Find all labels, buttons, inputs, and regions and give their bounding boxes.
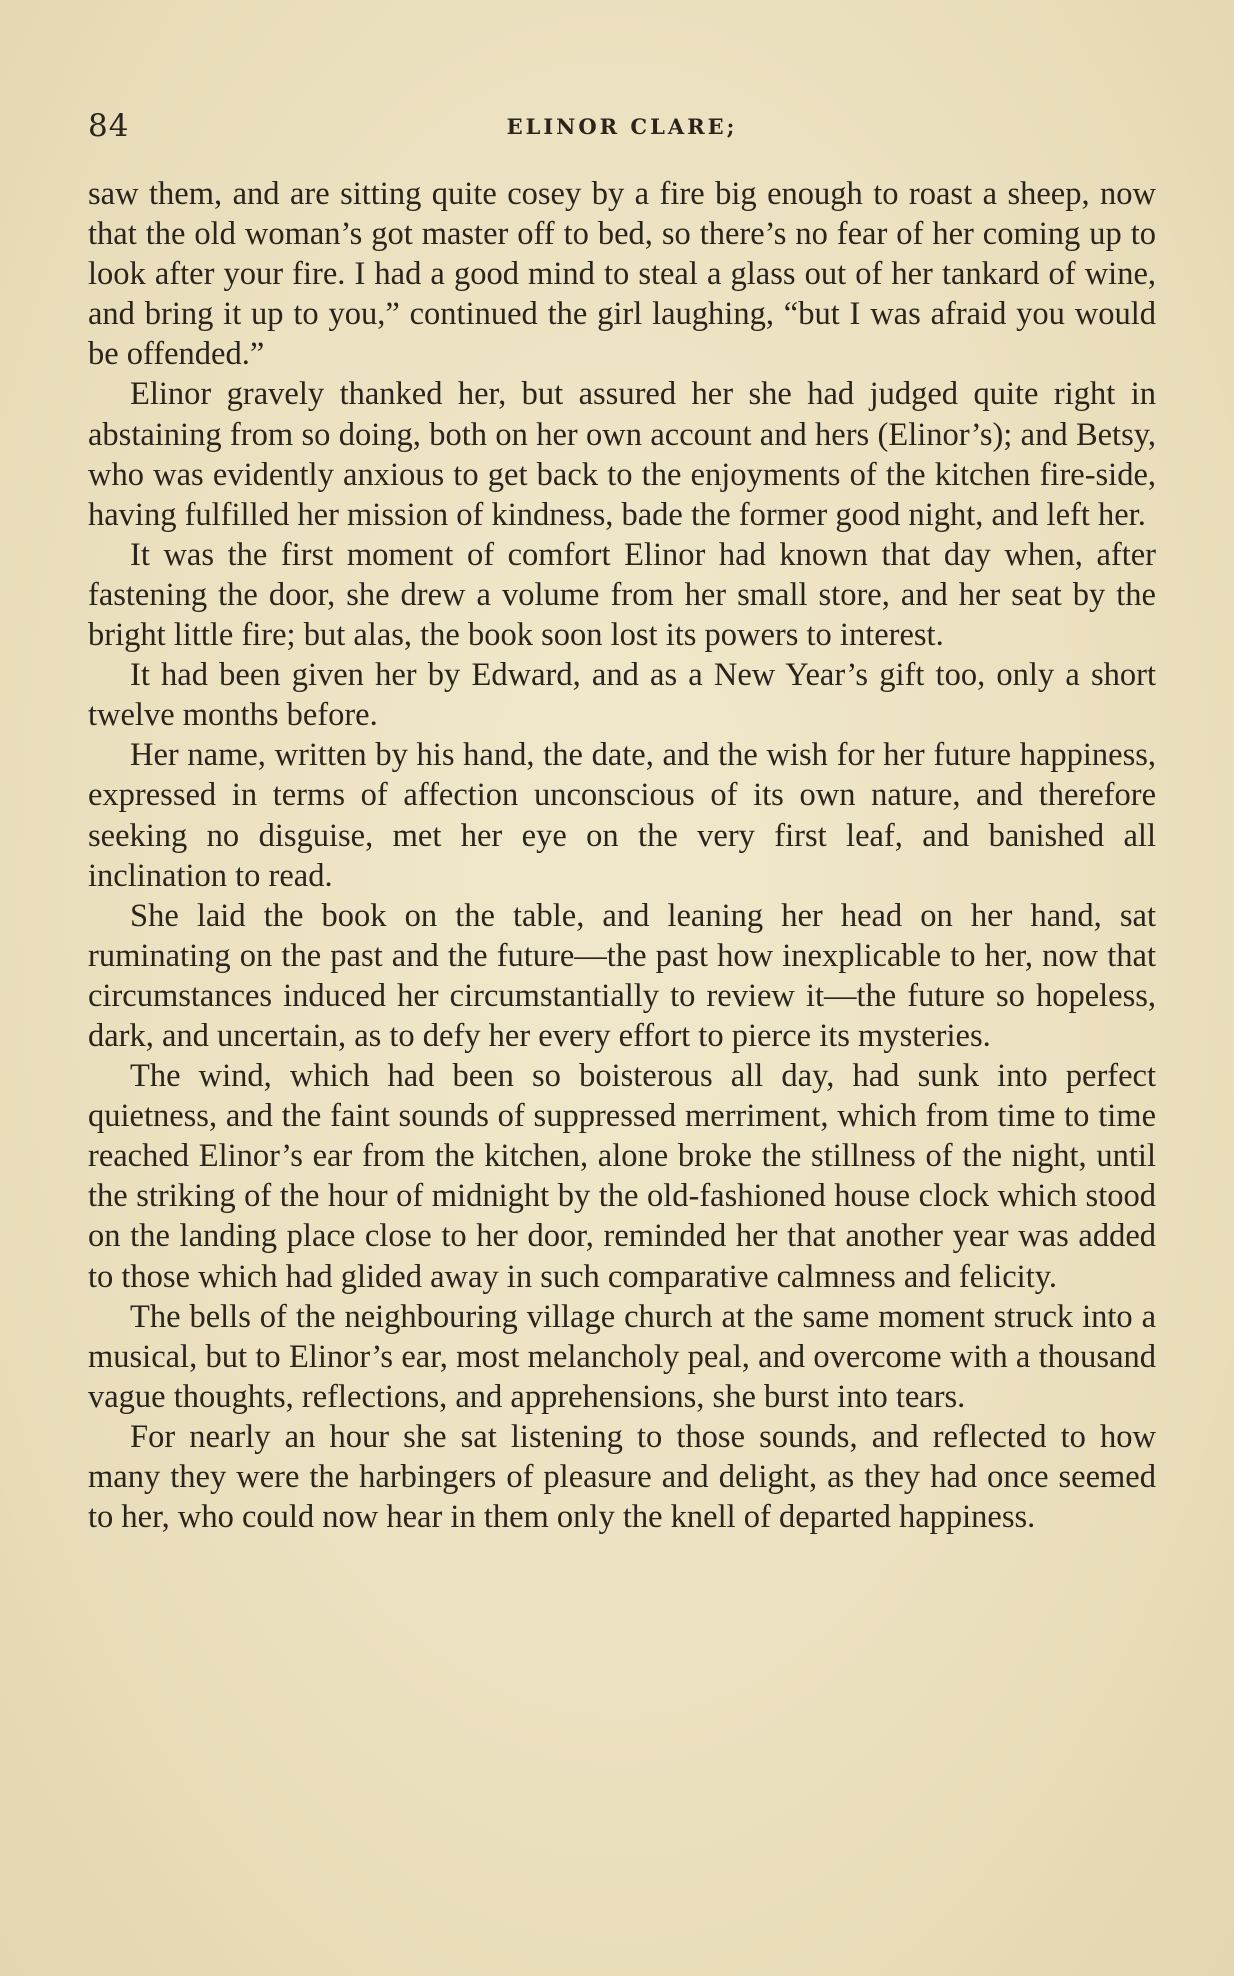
body-text	[88, 174, 1156, 1537]
paragraph: Elinor gravely thanked her, but assured her she had judged quite right in abstaining from so doing, both on her own account and hers (Elinor’s); and Betsy, who was evidently anxious to get back to the enjoyments of the kitchen fire-side, having fulfilled her mission of kindness, bade the former good night, and left her.	[88, 376, 1156, 533]
paragraph: For nearly an hour she sat listening to those sounds, and reflected to how many they were the harbingers of pleasure and delight, as they had once seemed to her, who could now hear in them only the knell of departed happiness.	[88, 1418, 1156, 1536]
page-number: 84	[88, 108, 130, 144]
paragraph: It was the first moment of comfort Elinor had known that day when, after fastening the door, she drew a volume from her small store, and her seat by the bright little fire; but alas, the book soon lost its powers to interest.	[88, 536, 1156, 654]
running-title: ELINOR CLARE;	[506, 114, 738, 139]
paragraph: The bells of the neighbouring village church at the same moment struck into a musical, but to Elinor’s ear, most melancholy peal, and overcome with a thousand vague thoughts, reflections, and apprehensions, she burst into tears.	[88, 1298, 1156, 1415]
paragraph-continued: saw them, and are sitting quite cosey by a fire big enough to roast a sheep, now that the old woman’s got master off to bed, so there’s no fear of her coming up to look after your fire. I had a good mind to steal a glass out of her tankard of wine, and bring it up to you,” continued the girl laughing, “but I was afraid you would be offended.”	[88, 176, 1156, 373]
paragraph: Her name, written by his hand, the date, and the wish for her future happiness, expressed in terms of affection unconscious of its own nature, and therefore seeking no disguise, met her eye on the very first leaf, and banished all inclination to read.	[88, 737, 1156, 894]
book-page	[88, 0, 1156, 1976]
running-head	[88, 108, 1156, 148]
paragraph: It had been given her by Edward, and as a New Year’s gift too, only a short twelve months before.	[88, 657, 1156, 734]
paragraph: She laid the book on the table, and leaning her head on her hand, sat ruminating on the past and the future—the past how inexplicable to her, now that circumstances induced her circumstantially to review it—the future so hopeless, dark, and uncertain, as to defy her every effort to pierce its mysteries.	[88, 897, 1156, 1054]
paragraph: The wind, which had been so boisterous all day, had sunk into perfect quietness, and the faint sounds of suppressed merriment, which from time to time reached Elinor’s ear from the kitchen, alone broke the stillness of the night, until the striking of the hour of midnight by the old-fashioned house clock which stood on the landing place close to her door, reminded her that another year was added to those which had glided away in such comparative calmness and felicity.	[88, 1058, 1156, 1295]
